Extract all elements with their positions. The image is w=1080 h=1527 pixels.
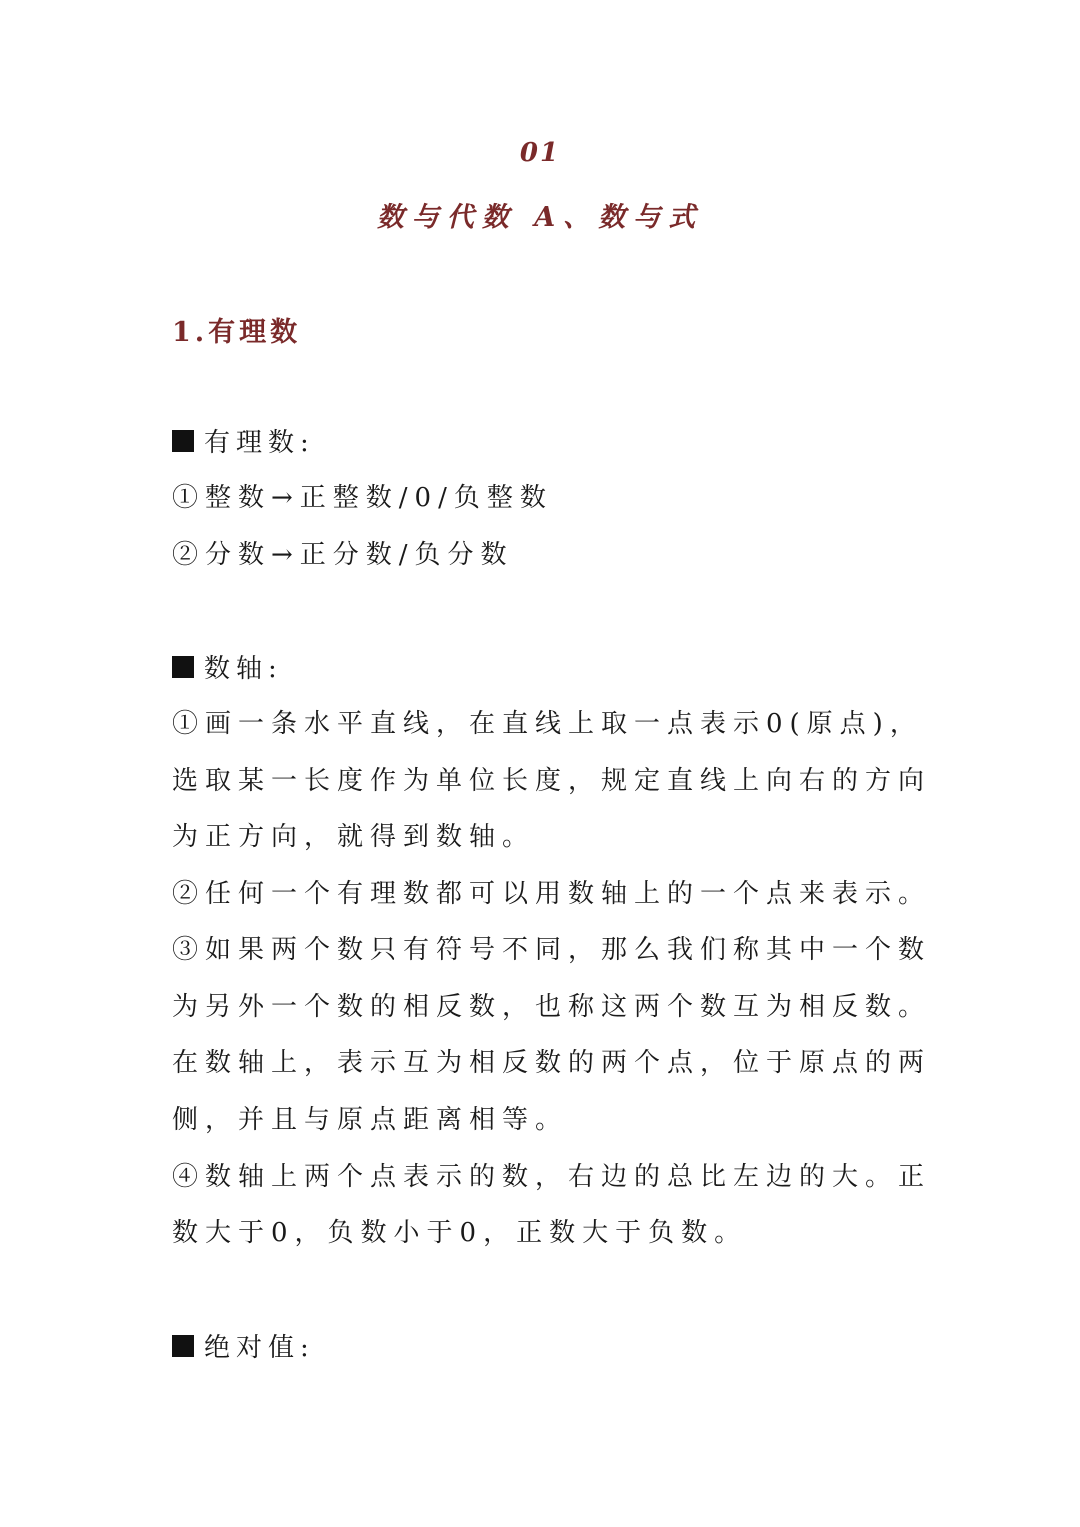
content-line: ④数轴上两个点表示的数，右边的总比左边的大。正: [172, 1162, 932, 1192]
black-square-icon: [172, 430, 194, 452]
chapter-number: 01: [519, 138, 561, 168]
block-heading-absolute-value: [172, 1327, 315, 1364]
content-line: 为正方向，就得到数轴。: [172, 822, 536, 852]
black-square-icon: [172, 1335, 194, 1357]
content-line: ①画一条水平直线，在直线上取一点表示0(原点)，: [172, 709, 923, 739]
block-heading-label: 数轴:: [204, 654, 283, 684]
black-square-icon: [172, 656, 194, 678]
content-line: ②分数→正分数/负分数: [172, 540, 514, 570]
content-line: 为另外一个数的相反数，也称这两个数互为相反数。: [172, 992, 932, 1022]
block-heading-number-line: [172, 648, 283, 685]
section-title: 1.有理数: [172, 317, 302, 348]
content-line: ②任何一个有理数都可以用数轴上的一个点来表示。: [172, 879, 932, 909]
content-line: ①整数→正整数/0/负整数: [172, 483, 553, 513]
content-line: 在数轴上，表示互为相反数的两个点，位于原点的两: [172, 1048, 932, 1078]
content-line: 选取某一长度作为单位长度，规定直线上向右的方向: [172, 766, 932, 796]
chapter-title: 数与代数 A、数与式: [376, 202, 704, 233]
content-line: ③如果两个数只有符号不同，那么我们称其中一个数: [172, 935, 932, 965]
block-heading-label: 有理数:: [204, 428, 315, 458]
content-line: 侧，并且与原点距离相等。: [172, 1105, 569, 1135]
block-heading-label: 绝对值:: [204, 1333, 315, 1363]
content-line: 数大于0，负数小于0，正数大于负数。: [172, 1218, 748, 1248]
block-heading-rational-numbers: [172, 422, 315, 459]
